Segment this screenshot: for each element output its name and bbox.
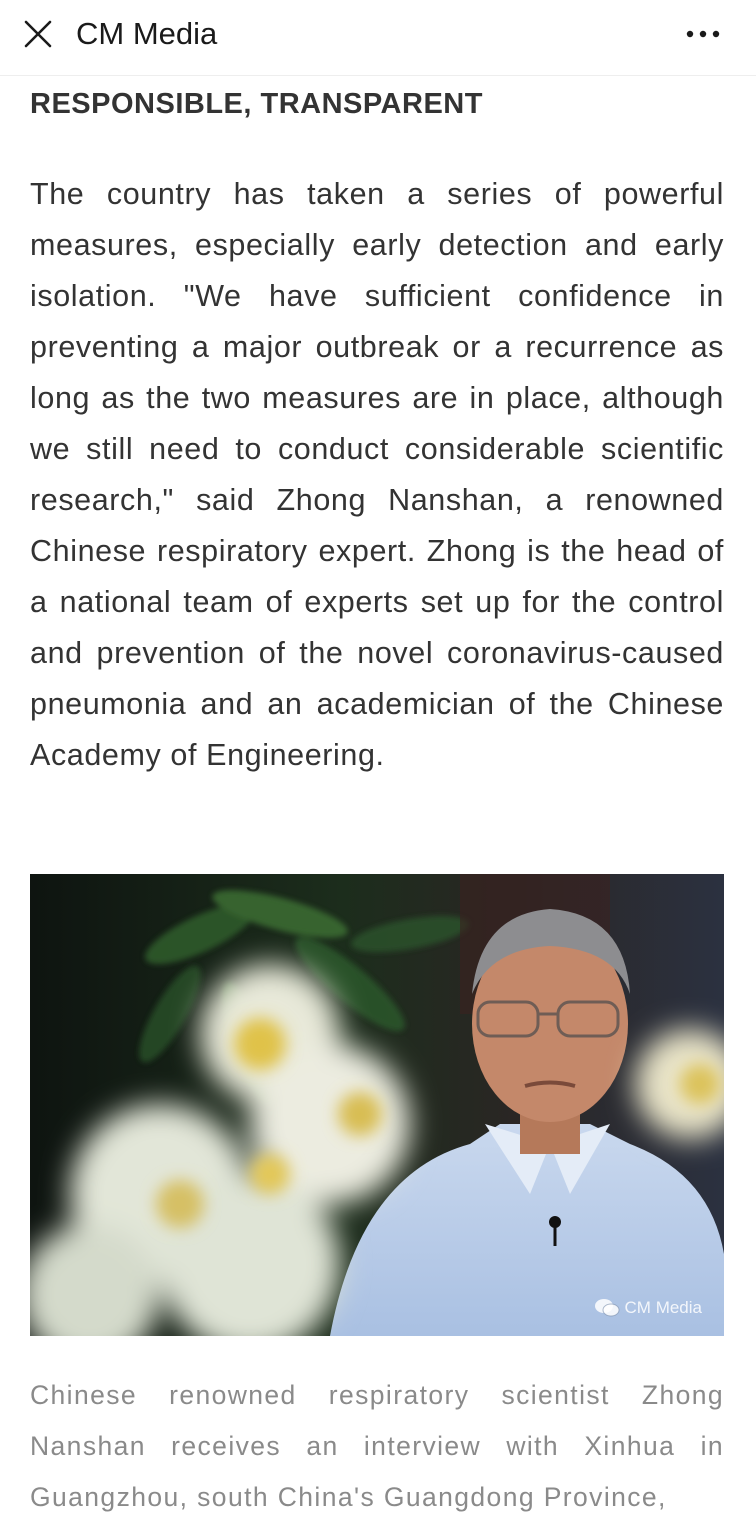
article-paragraph: The country has taken a series of powerful measures, especially early detection and early isolation. "We have sufficient confidence in preventing a major outbreak or a recurrence as long as the two measures are in place, although we still need to conduct considerable scientific research," said Zhong Nanshan, a renowned Chinese respiratory expert. Zhong is the head of a national team of experts set up for the control and prevention of the novel coronavirus-caused pneumonia and an academician of the Chinese Academy of Engineering.: [30, 177, 724, 772]
article-photo[interactable]: [30, 874, 724, 1336]
top-bar: [0, 0, 756, 76]
photo-illustration: [30, 874, 724, 1336]
more-options-button[interactable]: [678, 20, 728, 50]
photo-caption: Chinese renowned respiratory scientist Zhong Nanshan receives an interview with Xinhua in Guangzhou, south China's Guangdong Province,: [30, 1380, 724, 1512]
photo-watermark: [594, 1298, 702, 1318]
watermark-label: CM Media: [624, 1298, 702, 1317]
more-dots-icon: [678, 20, 728, 50]
close-icon: [18, 16, 58, 56]
wechat-icon: [594, 1298, 620, 1318]
close-button[interactable]: [18, 16, 58, 56]
section-heading: RESPONSIBLE, TRANSPARENT: [30, 88, 483, 120]
app-title: CM Media: [76, 16, 218, 51]
